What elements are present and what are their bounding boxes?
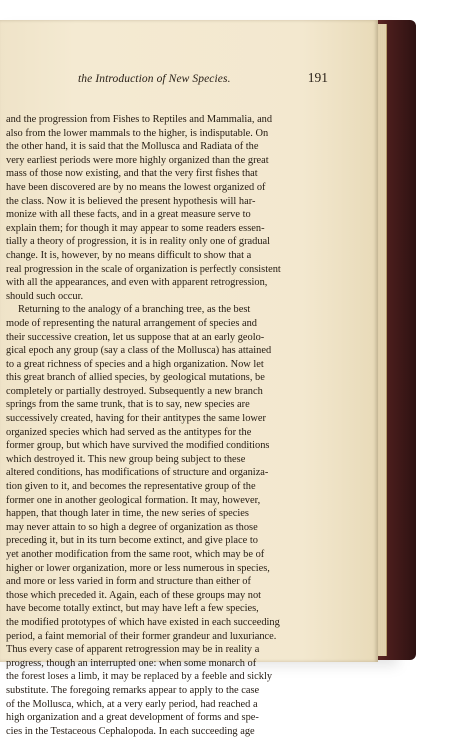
text-line: those which preceded it. Again, each of these groups may not (6, 589, 262, 601)
page-number: 191 (307, 70, 328, 85)
running-title: the Introduction of New Species. (78, 73, 231, 85)
text-line: former group, but which have survived the modified conditions (6, 440, 270, 452)
text-line: and more or less varied in form and structure than either of (6, 576, 251, 588)
text-line: yet another modification from the same root, which may be of (6, 549, 265, 560)
text-line: should such occur. (6, 290, 84, 302)
text-line: tion given to it, and becomes the representative group of the (6, 481, 256, 493)
text-line: high organization and a great development of forms and spe- (6, 712, 259, 724)
body-text (6, 113, 328, 738)
text-line: have been discovered are by no means the lowest organized of (6, 181, 266, 193)
text-line: preceding it, but in its turn become extinct, and give place to (6, 535, 258, 547)
text-line: substitute. The foregoing remarks appear to apply to the case (6, 684, 260, 696)
text-line: progress, though an interrupted one: when some monarch of (6, 657, 257, 669)
text-line: the class. Now it is believed the present hypothesis will har- (6, 195, 256, 207)
text-line: of the Mollusca, which, at a very early period, had reached a (6, 698, 258, 710)
text-line: also from the lower mammals to the higher, is indisputable. On (6, 127, 269, 139)
text-line: former one in another geological formation. It may, however, (6, 494, 261, 506)
text-line: the modified prototypes of which have existed in each succeeding (6, 616, 280, 628)
text-line: explain them; for though it may appear to some readers essen- (6, 222, 265, 234)
text-line: have become totally extinct, but may have left a few species, (6, 603, 259, 615)
text-line: mode of representing the natural arrangement of species and (6, 317, 258, 329)
text-line: this great branch of allied species, by geological mutations, be (6, 372, 265, 384)
text-line: Returning to the analogy of a branching tree, as the best (18, 304, 251, 316)
text-line: change. It is, however, by no means difficult to show that a (6, 249, 252, 261)
text-line: happen, that though later in time, the new series of species (6, 508, 249, 520)
text-line: completely or partially destroyed. Subsequently a new branch (6, 385, 263, 397)
text-line: gical epoch any group (say a class of the Mollusca) has attained (6, 345, 272, 357)
text-line: very earliest periods were more highly organized than the great (6, 154, 269, 166)
book-page (0, 20, 378, 737)
text-line: may never attain to so high a degree of organization as those (6, 521, 258, 533)
text-line: altered conditions, has modifications of structure and organiza- (6, 467, 269, 479)
text-line: successively created, having for their antitypes the same lower (6, 413, 266, 425)
text-line: tially a theory of progression, it is in reality only one of gradual (6, 236, 271, 248)
text-line: with all the appearances, and even with apparent retrogression, (6, 277, 268, 289)
text-line: their successive creation, let us suppose that at an early geolo- (6, 331, 265, 343)
text-line: Thus every case of apparent retrogression may be in reality a (6, 644, 260, 656)
text-line: to a great richness of species and a high organization. Now let (6, 358, 264, 370)
text-line: mass of those now existing, and that the very first fishes that (6, 168, 258, 180)
text-line: the other hand, it is said that the Mollusca and Radiata of the (6, 141, 259, 153)
text-line: cies in the Testaceous Cephalopoda. In each succeeding age (6, 725, 255, 737)
text-line: and the progression from Fishes to Reptiles and Mammalia, and (6, 114, 273, 125)
text-line: real progression in the scale of organization is perfectly consistent (6, 263, 281, 275)
text-line: which destroyed it. This new group being subject to these (6, 453, 246, 465)
text-line: the forest loses a limb, it may be replaced by a feeble and sickly (6, 671, 273, 683)
text-line: organized species which had served as the antitypes for the (6, 426, 252, 438)
page-header (78, 70, 328, 90)
text-line: monize with all these facts, and in a great measure serve to (6, 209, 251, 221)
text-line: springs from the same trunk, that is to say, new species are (6, 399, 250, 411)
text-line: period, a faint memorial of their former grandeur and luxuriance. (6, 630, 277, 642)
text-line: higher or lower organization, more or less numerous in species, (6, 562, 270, 574)
